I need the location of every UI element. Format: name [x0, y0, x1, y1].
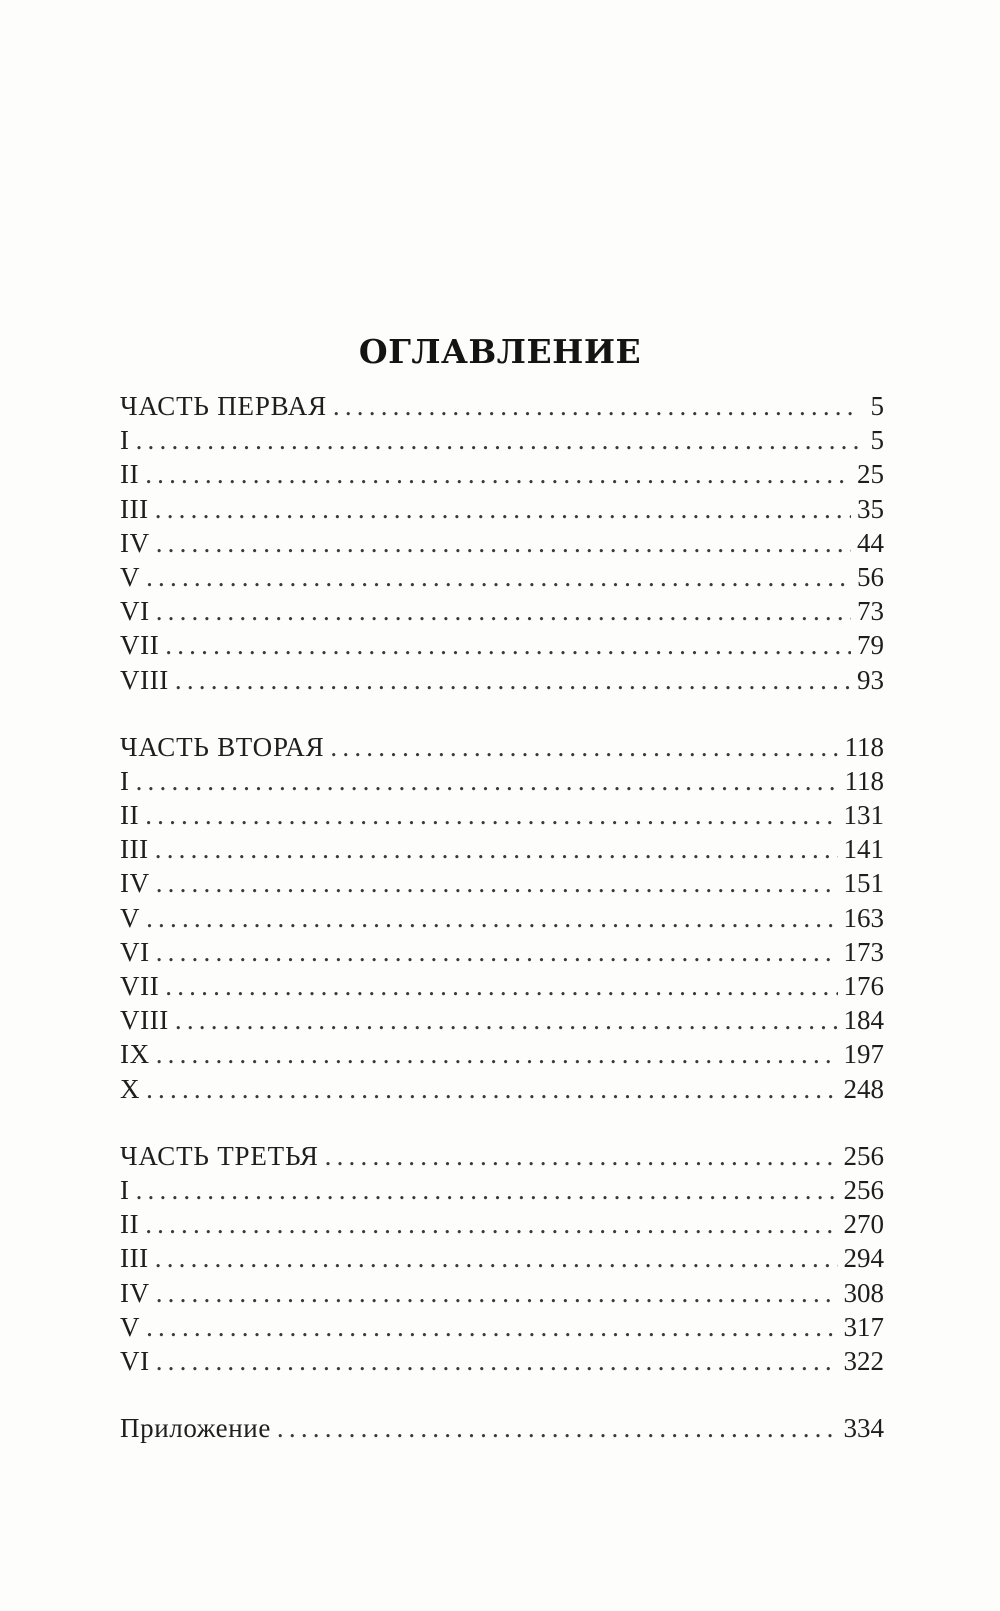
dot-leader — [136, 766, 839, 797]
chapter-entry-label: I — [120, 765, 130, 796]
chapter-entry-label: I — [120, 1174, 130, 1205]
chapter-entry-label: VII — [120, 630, 160, 661]
toc-part-section — [120, 732, 884, 1108]
chapter-entry-label: V — [120, 902, 141, 933]
dot-leader — [156, 868, 838, 899]
chapter-entry-page-number: 308 — [843, 1277, 884, 1308]
chapter-entry-label: IX — [120, 1039, 150, 1070]
chapter-entry-page-number: 151 — [843, 868, 884, 899]
dot-leader — [145, 800, 837, 831]
chapter-entry-label: X — [120, 1073, 141, 1104]
chapter-entry — [120, 834, 884, 868]
dot-leader — [145, 459, 851, 490]
chapter-entry — [120, 903, 884, 937]
chapter-entry-page-number: 5 — [870, 425, 884, 456]
part-heading — [120, 732, 884, 766]
dot-leader — [146, 1312, 837, 1343]
part-heading-page-number: 5 — [870, 391, 884, 421]
chapter-entry-page-number: 141 — [843, 834, 884, 865]
chapter-entry-label: VII — [120, 971, 160, 1001]
toc-part-section — [120, 1141, 884, 1380]
chapter-entry-page-number: 79 — [857, 630, 884, 661]
dot-leader — [156, 1278, 838, 1309]
chapter-entry-label: IV — [120, 1277, 150, 1308]
chapter-entry-page-number: 25 — [857, 459, 884, 490]
dot-leader — [146, 1074, 837, 1105]
dot-leader — [136, 425, 858, 456]
toc-part-section — [120, 391, 884, 699]
chapter-entry-page-number: 35 — [857, 493, 884, 524]
chapter-entry-label: III — [120, 1243, 149, 1274]
chapter-entry — [120, 459, 884, 493]
dot-leader — [155, 1243, 838, 1274]
chapter-entry — [120, 868, 884, 902]
chapter-entry-page-number: 197 — [843, 1039, 884, 1070]
chapter-entry-page-number: 56 — [857, 561, 884, 592]
dot-leader — [146, 903, 837, 934]
dot-leader — [155, 834, 838, 865]
chapter-entry-label: III — [120, 834, 149, 865]
part-heading — [120, 1141, 884, 1175]
dot-leader — [325, 1141, 838, 1172]
dot-leader — [156, 1346, 838, 1377]
chapter-entry-label: VI — [120, 1345, 150, 1376]
chapter-entry — [120, 630, 884, 664]
chapter-entry-page-number: 322 — [843, 1345, 884, 1376]
chapter-entry-label: II — [120, 459, 140, 490]
chapter-entry-page-number: 317 — [843, 1311, 884, 1342]
part-heading — [120, 391, 884, 425]
chapter-entry — [120, 562, 884, 596]
chapter-entry — [120, 1074, 884, 1108]
chapter-entry — [120, 665, 884, 699]
chapter-entry — [120, 1346, 884, 1380]
chapter-entry-label: VIII — [120, 664, 169, 695]
dot-leader — [146, 562, 851, 593]
part-heading-label: ЧАСТЬ ТРЕТЬЯ — [120, 1140, 319, 1171]
part-heading-label: ЧАСТЬ ПЕРВАЯ — [120, 391, 327, 421]
dot-leader — [175, 665, 851, 696]
dot-leader — [156, 1039, 838, 1070]
chapter-entry-label: II — [120, 800, 140, 831]
chapter-entry-page-number: 270 — [843, 1209, 884, 1240]
appendix-entry-label: Приложение — [120, 1413, 271, 1444]
chapter-entry-page-number: 248 — [843, 1073, 884, 1104]
dot-leader — [165, 971, 837, 1002]
chapter-entry — [120, 1039, 884, 1073]
chapter-entry-page-number: 184 — [843, 1005, 884, 1036]
chapter-entry — [120, 1209, 884, 1243]
dot-leader — [156, 937, 838, 968]
chapter-entry — [120, 937, 884, 971]
chapter-entry — [120, 766, 884, 800]
appendix-entry-page-number: 334 — [843, 1413, 884, 1444]
dot-leader — [175, 1005, 838, 1036]
chapter-entry-label: I — [120, 425, 130, 456]
chapter-entry-page-number: 73 — [857, 596, 884, 627]
dot-leader — [156, 596, 851, 627]
part-heading-page-number: 118 — [844, 731, 884, 762]
chapter-entry-page-number: 93 — [857, 664, 884, 695]
chapter-entry-page-number: 173 — [843, 936, 884, 967]
chapter-entry — [120, 800, 884, 834]
chapter-entry — [120, 1278, 884, 1312]
dot-leader — [156, 528, 851, 559]
chapter-entry-label: IV — [120, 527, 150, 558]
dot-leader — [330, 732, 838, 763]
chapter-entry-label: VIII — [120, 1005, 169, 1036]
chapter-entry-label: II — [120, 1209, 140, 1240]
chapter-entry — [120, 1312, 884, 1346]
chapter-entry — [120, 1175, 884, 1209]
chapter-entry-label: V — [120, 561, 141, 592]
chapter-entry-label: VI — [120, 936, 150, 967]
dot-leader — [136, 1175, 838, 1206]
toc-appendix-section — [120, 1413, 884, 1447]
chapter-entry-page-number: 118 — [844, 765, 884, 796]
chapter-entry-label: III — [120, 493, 149, 524]
chapter-entry — [120, 971, 884, 1005]
dot-leader — [277, 1413, 838, 1444]
dot-leader — [145, 1209, 837, 1240]
chapter-entry-page-number: 131 — [843, 800, 884, 831]
chapter-entry-page-number: 163 — [843, 902, 884, 933]
chapter-entry-page-number: 294 — [843, 1243, 884, 1274]
part-heading-page-number: 256 — [843, 1140, 884, 1171]
page-title: ОГЛАВЛЕНИЕ — [358, 332, 642, 371]
chapter-entry-label: VI — [120, 596, 150, 627]
appendix-entry — [120, 1413, 884, 1447]
chapter-entry-page-number: 44 — [857, 527, 884, 558]
chapter-entry — [120, 596, 884, 630]
chapter-entry — [120, 528, 884, 562]
chapter-entry-page-number: 256 — [843, 1174, 884, 1205]
chapter-entry-page-number: 176 — [843, 971, 884, 1001]
dot-leader — [333, 391, 858, 422]
chapter-entry — [120, 425, 884, 459]
chapter-entry — [120, 494, 884, 528]
part-heading-label: ЧАСТЬ ВТОРАЯ — [120, 731, 325, 762]
dot-leader — [155, 494, 851, 525]
chapter-entry — [120, 1005, 884, 1039]
chapter-entry-label: IV — [120, 868, 150, 899]
dot-leader — [165, 630, 851, 661]
table-of-contents — [120, 391, 884, 1447]
chapter-entry — [120, 1243, 884, 1277]
chapter-entry-label: V — [120, 1311, 141, 1342]
